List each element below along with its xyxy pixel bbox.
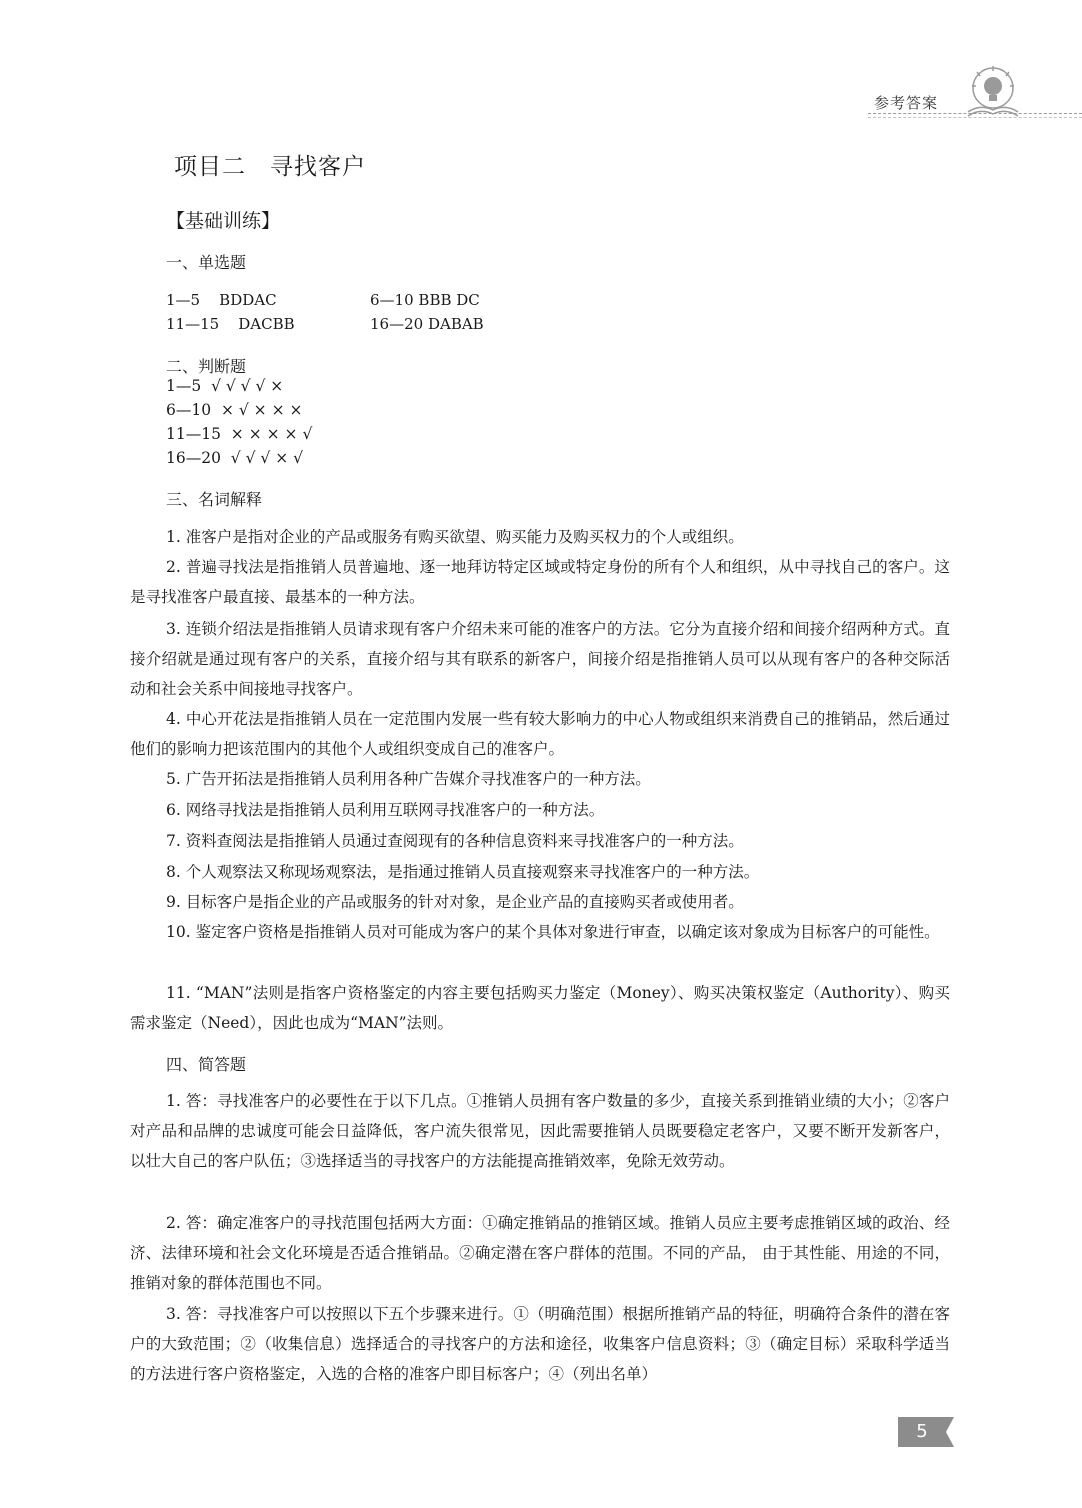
page-title: 项目二 寻找客户 [174,154,366,180]
answer-item: 3. 答：寻找准客户可以按照以下五个步骤来进行。①（明确范围）根据所推销产品的特征，明确符合条件的潜在客户的大致范围；②（收集信息）选择适合的寻找客户的方法和途径，收集客户信息资料；③（确定目标）采取科学适当的方法进行客户资格鉴定，入选的合格的准客户即目标客户；④（列出名单） [130,1305,950,1383]
lightbulb-icon [962,64,1024,122]
term-item: 4. 中心开花法是指推销人员在一定范围内发展一些有较大影响力的中心人物或组织来消费自己的推销品，然后通过他们的影响力把该范围内的其他个人或组织变成自己的准客户。 [130,710,950,758]
heading-single-choice: 一、单选题 [166,253,247,272]
section-heading: 【基础训练】 [166,210,281,232]
judgement-row: 16—20 √ √ √ × √ [166,449,304,467]
page-number: 5 [916,1421,928,1442]
answer-range: 16—20 DABAB [370,315,484,333]
answer-range: 6—10 BBB DC [370,291,480,309]
term-item: 10. 鉴定客户资格是指推销人员对可能成为客户的某个具体对象进行审查，以确定该对象成为目标客户的可能性。 [166,923,940,941]
term-item: 2. 普遍寻找法是指推销人员普遍地、逐一地拜访特定区域或特定身份的所有个人和组织，从中寻找自己的客户。这是寻找准客户最直接、最基本的一种方法。 [130,558,950,606]
term-item: 11. “MAN”法则是指客户资格鉴定的内容主要包括购买力鉴定（Money）、购买决策权鉴定（Authority）、购买需求鉴定（Need），因此也成为“MAN”法则。 [130,984,950,1032]
heading-judgement: 二、判断题 [166,357,247,376]
judgement-row: 1—5 √ √ √ √ × [166,377,284,395]
term-item: 8. 个人观察法又称现场观察法，是指通过推销人员直接观察来寻找准客户的一种方法。 [166,863,760,881]
term-item: 3. 连锁介绍法是指推销人员请求现有客户介绍未来可能的准客户的方法。它分为直接介绍和间接介绍两种方式。直接介绍就是通过现有客户的关系，直接介绍与其有联系的新客户，间接介绍是指推销人员可以从现有客户的各种交际活动和社会关系中间接地寻找客户。 [130,620,950,698]
answer-range: 1—5 BDDAC [166,291,277,309]
heading-terms: 三、名词解释 [166,490,263,509]
answer-range: 11—15 DACBB [166,315,295,333]
header-label: 参考答案 [874,94,939,112]
answer-item: 2. 答：确定准客户的寻找范围包括两大方面：①确定推销品的推销区域。推销人员应主要考虑推销区域的政治、经济、法律环境和社会文化环境是否适合推销品。②确定潜在客户群体的范围。不同的产品， 由于其性能、用途的不同，推销对象的群体范围也不同。 [130,1214,950,1292]
judgement-row: 6—10 × √ × × × [166,401,303,419]
term-item: 7. 资料查阅法是指推销人员通过查阅现有的各种信息资料来寻找准客户的一种方法。 [166,832,744,850]
term-item: 5. 广告开拓法是指推销人员利用各种广告媒介寻找准客户的一种方法。 [166,770,651,788]
heading-short-answer: 四、简答题 [166,1055,247,1074]
term-item: 9. 目标客户是指企业的产品或服务的针对对象，是企业产品的直接购买者或使用者。 [166,893,744,911]
answer-item: 1. 答：寻找准客户的必要性在于以下几点。①推销人员拥有客户数量的多少，直接关系到推销业绩的大小；②客户对产品和品牌的忠诚度可能会日益降低，客户流失很常见，因此需要推销人员既要稳定老客户，又要不断开发新客户，以壮大自己的客户队伍；③选择适当的寻找客户的方法能提高推销效率，免除无效劳动。 [130,1092,950,1170]
term-item: 1. 准客户是指对企业的产品或服务有购买欲望、购买能力及购买权力的个人或组织。 [166,528,744,546]
term-item: 6. 网络寻找法是指推销人员利用互联网寻找准客户的一种方法。 [166,801,605,819]
judgement-row: 11—15 × × × × √ [166,425,313,443]
